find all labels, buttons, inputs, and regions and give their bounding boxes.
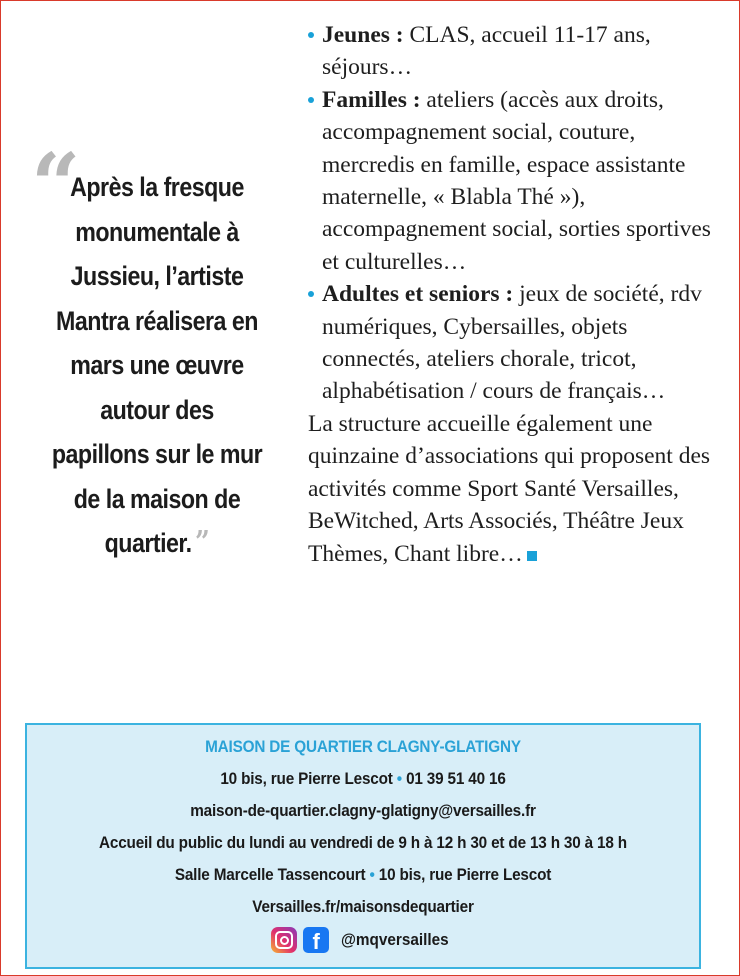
associations-text: La structure accueille également une quinzaine d’associations qui proposent des activités comme Sport Santé Versailles, BeWitched, Arts Associés, Théâtre Jeux Thèmes, Chant libre… [308, 410, 711, 567]
bullet-icon [308, 291, 314, 297]
bullet-icon [308, 32, 314, 38]
open-quote-mark: “ [31, 135, 81, 236]
separator-dot: • [396, 769, 402, 788]
article-column [308, 19, 713, 570]
associations-paragraph [308, 408, 713, 570]
list-text: CLAS, accueil 11-17 ans, séjours… [322, 22, 651, 81]
address-phone-line [61, 763, 666, 795]
pull-quote-text [49, 151, 266, 566]
close-quote-mark: ” [195, 525, 210, 560]
end-mark-icon [527, 551, 537, 561]
facebook-icon[interactable]: f [303, 927, 329, 953]
social-line [27, 923, 699, 957]
contact-info-box [25, 723, 701, 969]
list-item-familles [308, 84, 713, 278]
list-term: Adultes et seniors : [322, 281, 514, 308]
social-handle[interactable]: @mqversailles [341, 930, 449, 949]
room-name: Salle Marcelle Tassencourt [174, 865, 366, 884]
activity-list [308, 19, 713, 408]
info-title: MAISON DE QUARTIER CLAGNY-GLATIGNY [205, 737, 521, 756]
list-item-adultes-seniors [308, 278, 713, 408]
phone-link[interactable]: 01 39 51 40 16 [406, 769, 506, 788]
list-term: Jeunes : [322, 22, 404, 48]
pull-quote-body: Après la fresque monumentale à Jussieu, l’artiste Mantra réalisera en mars une œuvre autour des papillons sur le mur de la maison de quartier. [51, 172, 263, 558]
separator-dot: • [369, 865, 375, 884]
website-link[interactable]: Versailles.fr/maisonsdequartier [252, 897, 474, 916]
room-address: 10 bis, rue Pierre Lescot [378, 865, 552, 884]
room-line [61, 859, 666, 891]
address: 10 bis, rue Pierre Lescot [220, 769, 393, 788]
list-text: ateliers (accès aux droits, accompagnement social, couture, mercredis en famille, espace assistante maternelle, « Blabla Thé »), accompagnement social, sorties sportives et culturelles… [322, 86, 711, 275]
instagram-icon[interactable] [271, 927, 297, 953]
email-link[interactable]: maison-de-quartier.clagny-glatigny@versailles.fr [190, 801, 536, 820]
bullet-icon [308, 97, 314, 103]
pull-quote [31, 135, 283, 566]
list-text: jeux de société, rdv numériques, Cybersailles, objets connectés, ateliers chorale, tricot, alphabétisation / cours de français… [322, 281, 702, 405]
list-item-jeunes [308, 19, 713, 84]
list-term: Familles : [322, 86, 421, 113]
opening-hours: Accueil du public du lundi au vendredi de 9 h à 12 h 30 et de 13 h 30 à 18 h [99, 833, 627, 852]
